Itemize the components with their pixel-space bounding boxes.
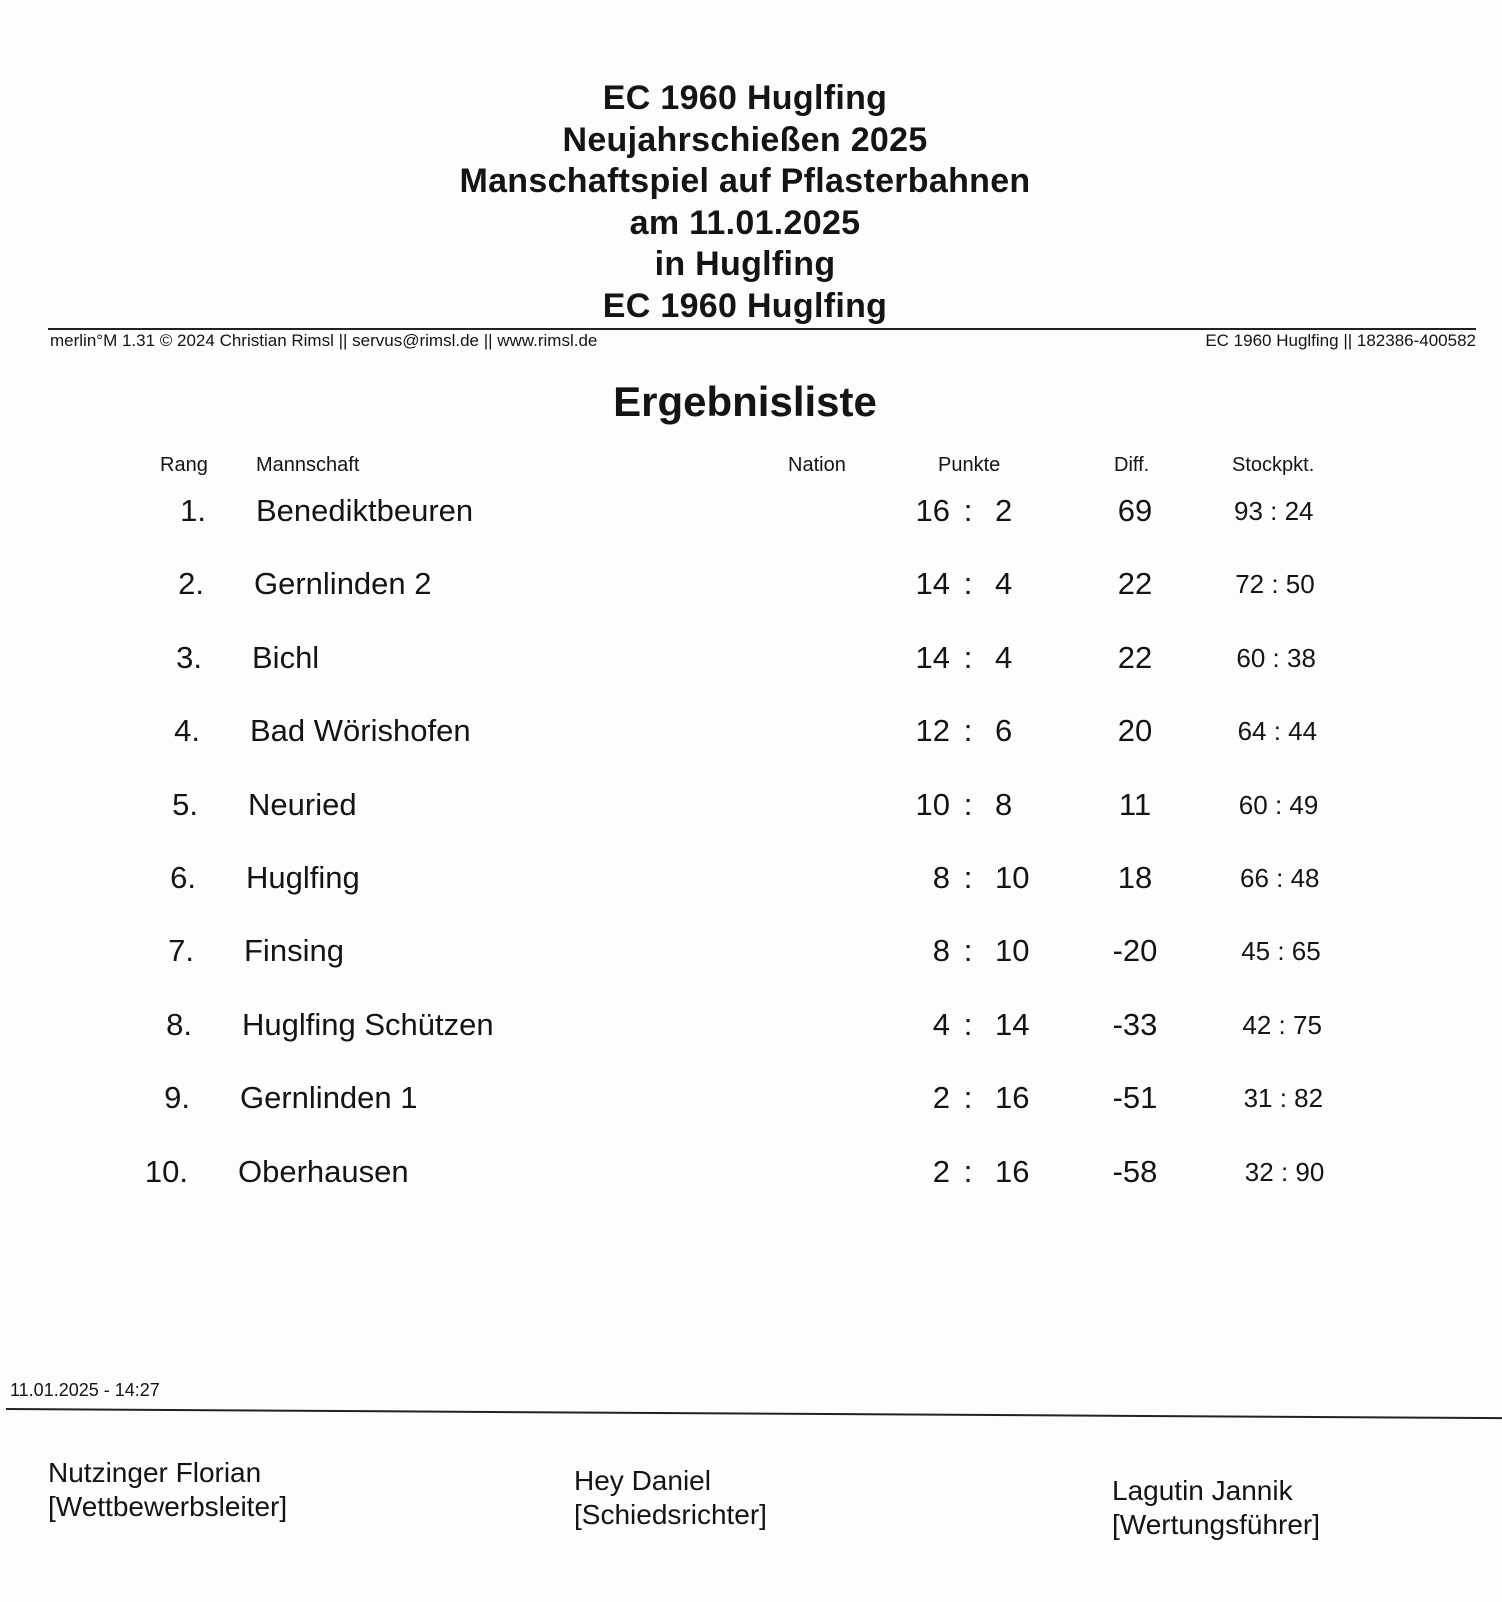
col-header-punkte: Punkte: [938, 454, 1001, 476]
team-name: Gernlinden 2: [254, 566, 432, 601]
col-header-diff: Diff.: [1114, 454, 1150, 476]
difference-cell: -20: [1112, 933, 1158, 968]
rank-cell: 1.: [180, 493, 206, 528]
col-header-stockpkt: Stockpkt.: [1232, 454, 1315, 476]
stock-points-cell: 32 : 90: [1244, 1157, 1325, 1187]
points-won: 8: [932, 860, 950, 895]
rank-cell: 5.: [172, 787, 198, 822]
points-lost: 16: [995, 1080, 1030, 1115]
rank-cell: 4.: [174, 713, 200, 748]
points-separator: :: [963, 566, 973, 601]
team-name: Finsing: [244, 933, 344, 968]
team-name: Huglfing: [246, 860, 360, 895]
signature-competition-leader: [48, 1456, 287, 1524]
header-event: Neujahrschießen 2025: [562, 120, 928, 159]
table-row: [0, 566, 1502, 606]
difference-cell: 22: [1117, 640, 1153, 675]
table-row: [0, 787, 1502, 827]
signature-name: Hey Daniel: [574, 1465, 711, 1496]
rank-cell: 8.: [166, 1007, 192, 1042]
table-row: [0, 860, 1502, 900]
points-won: 16: [915, 493, 950, 528]
points-lost: 10: [995, 933, 1030, 968]
rank-cell: 6.: [170, 860, 196, 895]
points-lost: 10: [995, 860, 1030, 895]
header-club: EC 1960 Huglfing: [602, 79, 888, 117]
points-won: 14: [915, 640, 950, 675]
table-row: [0, 933, 1502, 973]
points-lost: 16: [995, 1154, 1030, 1189]
signature-referee: [574, 1464, 767, 1532]
software-credit: merlin°M 1.31 © 2024 Christian Rimsl || servus@rimsl.de || www.rimsl.de: [50, 331, 598, 350]
table-row: [0, 1154, 1502, 1194]
points-separator: :: [963, 860, 973, 895]
col-header-nation: Nation: [788, 454, 846, 476]
header-divider: [48, 328, 1476, 330]
rank-cell: 9.: [164, 1080, 190, 1115]
rank-cell: 3.: [176, 640, 202, 675]
team-name: Oberhausen: [238, 1154, 409, 1189]
signature-role: [Schiedsrichter]: [574, 1499, 767, 1530]
rank-cell: 7.: [168, 933, 194, 968]
difference-cell: 22: [1117, 566, 1153, 601]
team-name: Bichl: [252, 640, 320, 675]
points-separator: :: [963, 933, 973, 968]
team-name: Huglfing Schützen: [242, 1007, 494, 1042]
signature-scorekeeper: [1112, 1474, 1320, 1542]
difference-cell: 20: [1117, 713, 1153, 748]
points-lost: 4: [995, 566, 1013, 601]
signature-name: Nutzinger Florian: [48, 1457, 262, 1488]
points-won: 12: [915, 713, 950, 748]
difference-cell: 11: [1118, 787, 1152, 822]
difference-cell: -51: [1112, 1080, 1158, 1115]
table-row: [0, 1007, 1502, 1047]
stock-points-cell: 60 : 38: [1236, 643, 1316, 673]
stock-points-cell: 45 : 65: [1241, 936, 1321, 966]
difference-cell: -58: [1112, 1154, 1158, 1189]
points-won: 14: [915, 566, 950, 601]
stock-points-cell: 93 : 24: [1234, 496, 1314, 526]
points-lost: 2: [995, 493, 1013, 528]
rank-cell: 2.: [178, 566, 204, 601]
signature-role: [Wettbewerbsleiter]: [48, 1491, 288, 1522]
team-name: Neuried: [248, 787, 357, 822]
table-row: [0, 493, 1502, 533]
points-won: 4: [932, 1007, 950, 1042]
license-info: EC 1960 Huglfing || 182386-400582: [1205, 331, 1476, 350]
stock-points-cell: 60 : 49: [1238, 790, 1319, 820]
header-game-type: Manschaftspiel auf Pflasterbahnen: [459, 162, 1031, 200]
table-row: [0, 640, 1502, 680]
difference-cell: 69: [1117, 493, 1153, 528]
points-lost: 4: [995, 640, 1013, 675]
signature-name: Lagutin Jannik: [1112, 1475, 1293, 1506]
signature-role: [Wertungsführer]: [1112, 1509, 1321, 1540]
footer-divider: [6, 1408, 1502, 1419]
points-separator: :: [963, 640, 973, 675]
team-name: Bad Wörishofen: [250, 713, 471, 748]
points-separator: :: [963, 1080, 973, 1115]
points-lost: 8: [995, 787, 1013, 822]
points-separator: :: [963, 1007, 973, 1042]
stock-points-cell: 64 : 44: [1237, 716, 1318, 746]
points-separator: :: [963, 713, 973, 748]
page-title: Ergebnisliste: [613, 378, 877, 425]
points-separator: :: [963, 787, 973, 822]
points-separator: :: [963, 493, 973, 528]
team-name: Benediktbeuren: [256, 493, 474, 528]
points-won: 2: [932, 1080, 950, 1115]
points-won: 2: [932, 1154, 950, 1189]
points-separator: :: [963, 1154, 973, 1189]
points-won: 8: [932, 933, 950, 968]
rank-cell: 10.: [144, 1154, 188, 1189]
header-organizer: EC 1960 Huglfing: [602, 286, 888, 325]
header-location: in Huglfing: [654, 245, 836, 283]
stock-points-cell: 66 : 48: [1240, 863, 1320, 893]
table-row: [0, 713, 1502, 753]
stock-points-cell: 42 : 75: [1242, 1010, 1322, 1040]
team-name: Gernlinden 1: [240, 1080, 418, 1115]
table-row: [0, 1080, 1502, 1120]
document-header: [0, 78, 1490, 327]
header-date: am 11.01.2025: [629, 203, 861, 242]
difference-cell: 18: [1117, 860, 1153, 895]
points-lost: 6: [995, 713, 1013, 748]
points-won: 10: [915, 787, 950, 822]
difference-cell: -33: [1112, 1007, 1158, 1042]
col-header-rang: Rang: [160, 454, 208, 476]
stock-points-cell: 72 : 50: [1235, 569, 1315, 599]
points-lost: 14: [995, 1007, 1030, 1042]
col-header-mannschaft: Mannschaft: [256, 454, 360, 476]
stock-points-cell: 31 : 82: [1243, 1083, 1324, 1113]
print-timestamp: 11.01.2025 - 14:27: [10, 1380, 160, 1400]
